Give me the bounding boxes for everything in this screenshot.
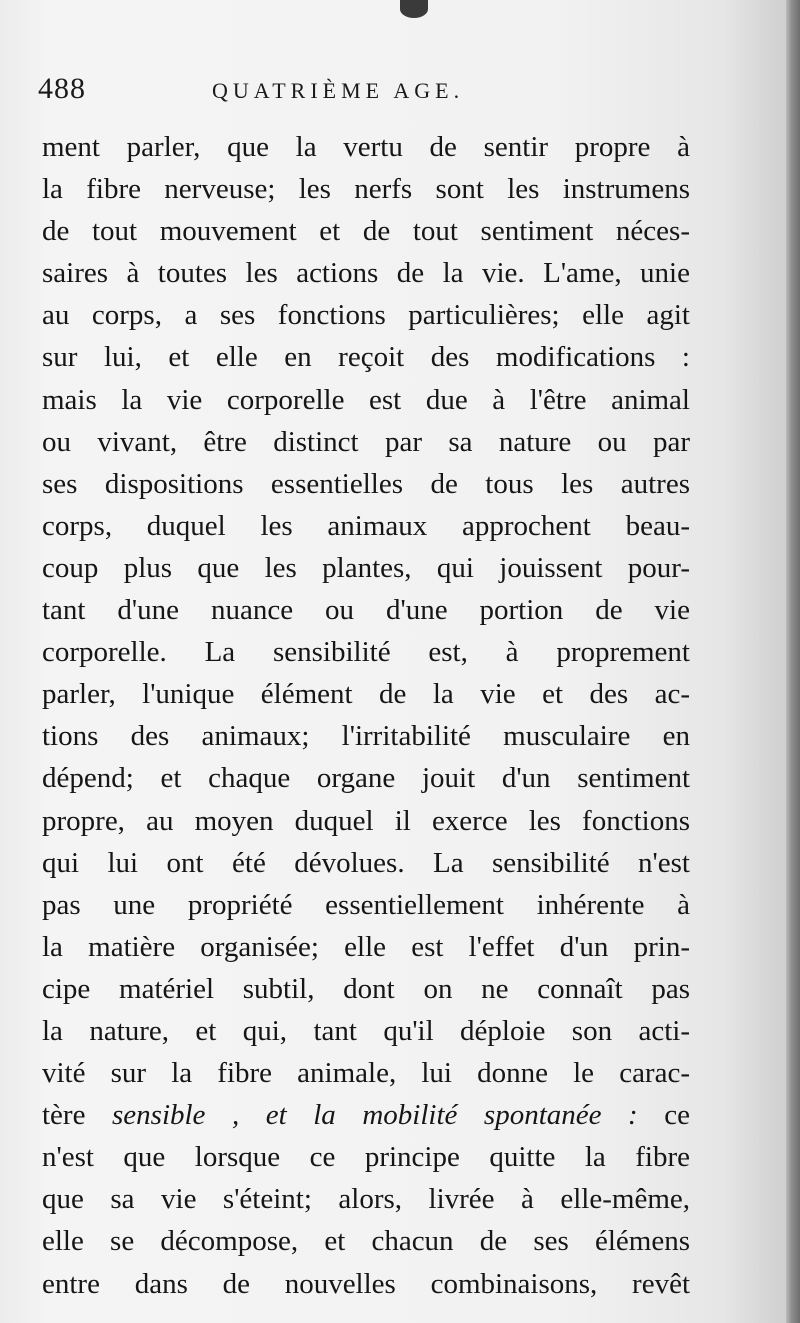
text-line: tant d'une nuance ou d'une portion de vie [42, 594, 690, 627]
text-line: corporelle. La sensibilité est, à proprement [42, 636, 690, 669]
text-line: saires à toutes les actions de la vie. L'ame, unie [42, 257, 690, 290]
book-spine-edge [786, 0, 800, 1323]
text-line: propre, au moyen duquel il exerce les fonctions [42, 804, 690, 837]
text-segment: ce [637, 1099, 690, 1132]
text-line: de tout mouvement et de tout sentiment néces- [42, 215, 690, 248]
text-line: ou vivant, être distinct par sa nature ou par [42, 425, 690, 458]
text-line: parler, l'unique élément de la vie et des ac- [42, 678, 690, 711]
text-line: coup plus que les plantes, qui jouissent pour- [42, 551, 690, 584]
text-line: corps, duquel les animaux approchent beau- [42, 509, 690, 542]
text-line: dépend; et chaque organe jouit d'un sentiment [42, 762, 690, 795]
running-head: QUATRIÈME AGE. [212, 78, 465, 103]
text-line: la nature, et qui, tant qu'il déploie son acti- [42, 1014, 690, 1047]
page-number: 488 [38, 72, 86, 105]
text-line: au corps, a ses fonctions particulières; elle agit [42, 299, 690, 332]
ink-blot [400, 0, 428, 18]
text-line-mixed [42, 1094, 690, 1136]
text-line: que sa vie s'éteint; alors, livrée à elle-même, [42, 1183, 690, 1216]
page-header [38, 72, 686, 112]
text-line: ment parler, que la vertu de sentir propre à [42, 131, 690, 163]
text-line: la matière organisée; elle est l'effet d'un prin- [42, 930, 690, 963]
text-segment: tère [42, 1099, 112, 1132]
text-line: qui lui ont été dévolues. La sensibilité n'est [42, 846, 690, 879]
text-line: sur lui, et elle en reçoit des modifications : [42, 341, 690, 374]
text-line: pas une propriété essentiellement inhérente à [42, 888, 690, 921]
text-line: elle se décompose, et chacun de ses élémens [42, 1225, 690, 1258]
text-line: vité sur la fibre animale, lui donne le carac- [42, 1057, 690, 1090]
text-line: la fibre nerveuse; les nerfs sont les instrumens [42, 173, 690, 206]
text-line: cipe matériel subtil, dont on ne connaît pas [42, 972, 690, 1005]
text-line: entre dans de nouvelles combinaisons, revêt [42, 1267, 690, 1300]
text-line: tions des animaux; l'irritabilité musculaire en [42, 720, 690, 753]
italic-text-segment: sensible , et la mobilité spontanée : [112, 1099, 638, 1132]
body-text [42, 126, 690, 1305]
text-line: ses dispositions essentielles de tous les autres [42, 467, 690, 500]
text-line: n'est que lorsque ce principe quitte la fibre [42, 1141, 690, 1174]
text-line: mais la vie corporelle est due à l'être animal [42, 383, 690, 416]
